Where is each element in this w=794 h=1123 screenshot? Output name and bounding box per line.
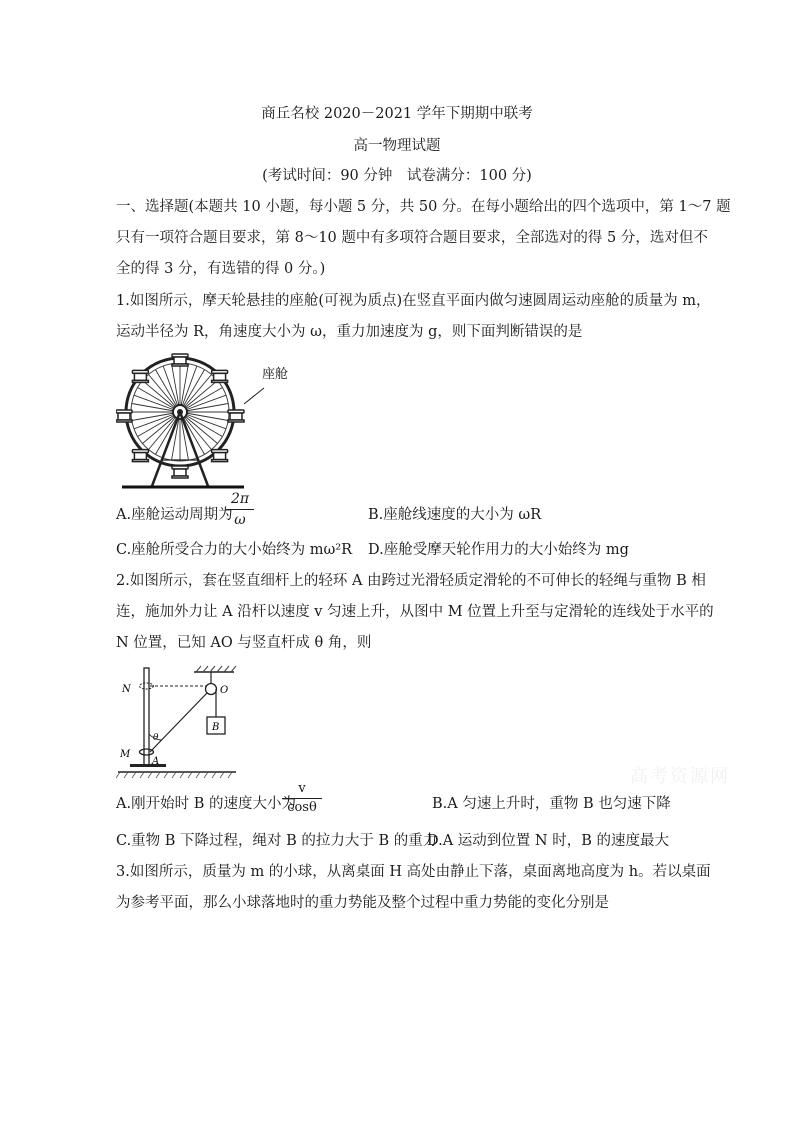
q2-option-a-numerator: v bbox=[282, 780, 322, 799]
q1-option-a-numerator: 2π bbox=[226, 489, 254, 510]
pulley-figure bbox=[116, 662, 238, 780]
section1-line3: 全的得 3 分，有选错的得 0 分。) bbox=[116, 261, 326, 277]
q3-stem-line2: 为参考平面，那么小球落地时的重力势能及整个过程中重力势能的变化分别是 bbox=[116, 895, 609, 911]
cabin-icon bbox=[172, 466, 188, 478]
cabin-icon bbox=[132, 370, 148, 382]
q2-stem-line3: N 位置，已知 AO 与竖直杆成 θ 角，则 bbox=[116, 635, 372, 651]
q1-option-a-fraction bbox=[226, 489, 254, 530]
exam-subtitle: 高一物理试题 bbox=[353, 138, 441, 154]
cabin-icon bbox=[116, 410, 132, 422]
cabin-icon bbox=[172, 354, 188, 366]
q2-option-a-denominator: cosθ bbox=[287, 800, 317, 815]
ferris-wheel-figure bbox=[116, 348, 296, 496]
q1-stem-line1: 1.如图所示，摩天轮悬挂的座舱(可视为质点)在竖直平面内做匀速圆周运动座舱的质量为 m， bbox=[116, 293, 711, 309]
q2-option-d: D.A 运动到位置 N 时，B 的速度最大 bbox=[427, 833, 669, 849]
section1-line2: 只有一项符合题目要求，第 8～10 题中有多项符合题目要求，全部选对的得 5 分，选对但不 bbox=[116, 230, 708, 246]
cabin-icon bbox=[212, 370, 228, 382]
q1-option-c: C.座舱所受合力的大小始终为 mω²R bbox=[116, 542, 353, 558]
q2-stem-line2: 连，施加外力让 A 沿杆以速度 v 匀速上升，从图中 M 位置上升至与定滑轮的连线处于水平的 bbox=[116, 604, 714, 620]
label-B: B bbox=[212, 722, 220, 733]
label-theta: θ bbox=[153, 733, 159, 743]
q2-option-a-fraction bbox=[282, 780, 322, 817]
q1-option-b: B.座舱线速度的大小为 ωR bbox=[368, 507, 542, 523]
q2-option-c: C.重物 B 下降过程，绳对 B 的拉力大于 B 的重力 bbox=[116, 833, 438, 849]
label-O: O bbox=[220, 685, 229, 696]
cabin-icon bbox=[228, 410, 244, 422]
cabin-label: 座舱 bbox=[262, 367, 289, 382]
q3-stem-line1: 3.如图所示，质量为 m 的小球，从离桌面 H 高处由静止下落，桌面离地高度为 h。若以桌面 bbox=[116, 864, 711, 880]
q2-option-a-text: A.刚开始时 B 的速度大小为 bbox=[116, 796, 296, 812]
cabin-icon bbox=[212, 450, 228, 462]
label-N: N bbox=[122, 684, 131, 695]
exam-title: 商丘名校 2020－2021 学年下期期中联考 bbox=[261, 106, 533, 122]
q2-stem-line1: 2.如图所示，套在竖直细杆上的轻环 A 由跨过光滑轻质定滑轮的不可伸长的轻绳与重物 B 相 bbox=[116, 573, 706, 589]
section1-line1: 一、选择题(本题共 10 小题，每小题 5 分，共 50 分。在每小题给出的四个选项中，第 1～7 题 bbox=[116, 199, 731, 215]
label-A: A bbox=[152, 756, 160, 767]
q1-option-d: D.座舱受摩天轮作用力的大小始终为 mg bbox=[368, 542, 629, 558]
exam-info: (考试时间：90 分钟 试卷满分：100 分) bbox=[262, 168, 532, 184]
cabin-icon bbox=[132, 450, 148, 462]
q1-option-a-text: A.座舱运动周期为 bbox=[116, 507, 233, 523]
label-M: M bbox=[120, 749, 131, 760]
watermark: 高考资源网 bbox=[630, 766, 730, 787]
q1-stem-line2: 运动半径为 R，角速度大小为 ω，重力加速度为 g，则下面判断错误的是 bbox=[116, 324, 583, 340]
q2-option-b: B.A 匀速上升时，重物 B 也匀速下降 bbox=[432, 796, 671, 812]
q1-option-a-denominator: ω bbox=[234, 512, 246, 528]
